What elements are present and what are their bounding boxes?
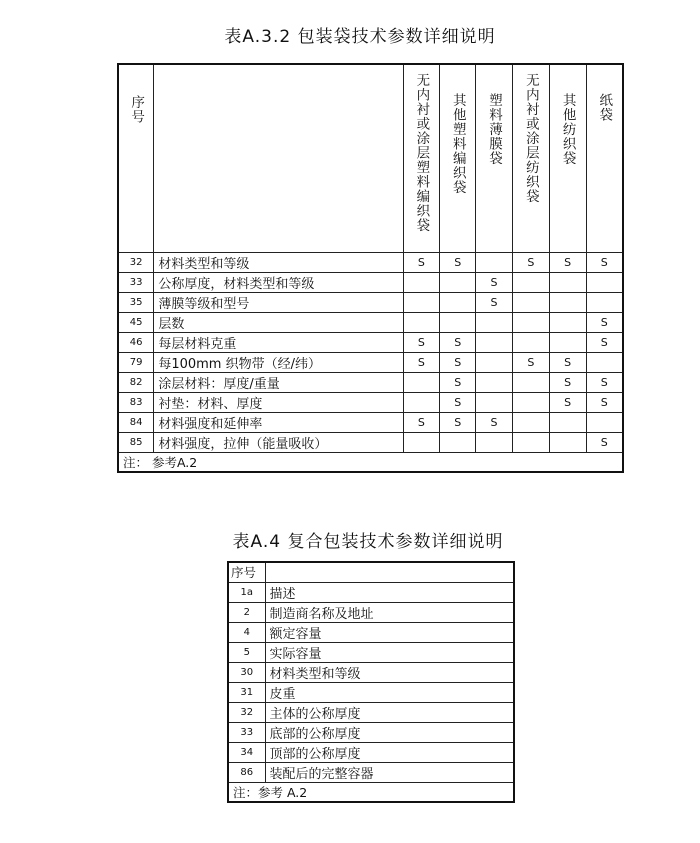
row-number: 1a	[228, 582, 265, 602]
row-description: 顶部的公称厚度	[265, 742, 514, 762]
applicability-mark	[512, 333, 549, 353]
table-row	[118, 353, 623, 373]
table-row	[228, 602, 514, 622]
applicability-mark: S	[403, 413, 440, 433]
applicability-mark	[586, 293, 623, 313]
applicability-mark: S	[586, 433, 623, 453]
applicability-mark	[512, 313, 549, 333]
table2-header-row	[228, 562, 514, 582]
table-row	[228, 762, 514, 782]
applicability-mark	[549, 273, 586, 293]
row-number: 45	[118, 313, 154, 333]
row-number: 4	[228, 622, 265, 642]
applicability-mark: S	[403, 333, 440, 353]
column-header-label: 其他塑料编织袋	[449, 93, 466, 195]
table-row	[118, 273, 623, 293]
table-row	[118, 393, 623, 413]
row-description: 公称厚度，材料类型和等级	[154, 273, 403, 293]
row-number: 79	[118, 353, 154, 373]
header-index-cell	[118, 64, 154, 253]
applicability-mark	[549, 333, 586, 353]
table-row	[118, 333, 623, 353]
row-description: 装配后的完整容器	[265, 762, 514, 782]
applicability-mark: S	[586, 333, 623, 353]
table1-note-row	[118, 453, 623, 473]
table-row	[118, 433, 623, 453]
applicability-mark	[440, 293, 476, 313]
column-header	[403, 64, 440, 253]
applicability-mark: S	[440, 373, 476, 393]
row-description: 材料强度和延伸率	[154, 413, 403, 433]
applicability-mark	[440, 273, 476, 293]
column-header	[586, 64, 623, 253]
row-number: 30	[228, 662, 265, 682]
row-number: 35	[118, 293, 154, 313]
table-row	[118, 313, 623, 333]
applicability-mark	[476, 353, 513, 373]
applicability-mark: S	[440, 393, 476, 413]
applicability-mark: S	[512, 353, 549, 373]
applicability-mark: S	[549, 353, 586, 373]
header-index: 序号	[128, 95, 145, 124]
row-description: 额定容量	[265, 622, 514, 642]
column-header-label: 塑料薄膜袋	[486, 93, 503, 166]
applicability-mark: S	[586, 393, 623, 413]
column-header	[512, 64, 549, 253]
table-row	[228, 702, 514, 722]
table1-title: 表A.3.2 包装袋技术参数详细说明	[224, 27, 496, 47]
applicability-mark	[403, 273, 440, 293]
column-header	[440, 64, 476, 253]
table-row	[228, 622, 514, 642]
table-row	[118, 373, 623, 393]
applicability-mark	[512, 433, 549, 453]
row-number: 46	[118, 333, 154, 353]
column-header-label: 无内衬或涂层纺织袋	[522, 73, 539, 204]
packaging-bag-parameters-table	[117, 63, 624, 473]
table-row	[118, 293, 623, 313]
applicability-mark	[586, 273, 623, 293]
applicability-mark: S	[549, 373, 586, 393]
row-number: 85	[118, 433, 154, 453]
applicability-mark	[512, 273, 549, 293]
table-row	[228, 682, 514, 702]
applicability-mark: S	[476, 413, 513, 433]
row-description: 薄膜等级和型号	[154, 293, 403, 313]
applicability-mark	[440, 313, 476, 333]
applicability-mark	[440, 433, 476, 453]
row-number: 2	[228, 602, 265, 622]
table2-note-row	[228, 782, 514, 802]
applicability-mark	[549, 293, 586, 313]
table1-header-row	[118, 64, 623, 253]
row-description: 皮重	[265, 682, 514, 702]
applicability-mark: S	[440, 353, 476, 373]
row-number: 5	[228, 642, 265, 662]
row-number: 86	[228, 762, 265, 782]
applicability-mark: S	[586, 253, 623, 273]
row-description: 层数	[154, 313, 403, 333]
row-description: 主体的公称厚度	[265, 702, 514, 722]
table2-title: 表A.4 复合包装技术参数详细说明	[232, 532, 504, 552]
applicability-mark	[403, 373, 440, 393]
table2-header-index: 序号	[228, 562, 265, 582]
row-description: 每100mm 织物带（经/纬）	[154, 353, 403, 373]
row-description: 底部的公称厚度	[265, 722, 514, 742]
row-description: 每层材料克重	[154, 333, 403, 353]
row-number: 33	[118, 273, 154, 293]
row-number: 32	[228, 702, 265, 722]
table2-note: 注：参考 A.2	[228, 782, 514, 802]
table-row	[228, 642, 514, 662]
column-header-label: 其他纺织袋	[559, 93, 576, 166]
column-header	[476, 64, 513, 253]
row-number: 31	[228, 682, 265, 702]
applicability-mark	[512, 413, 549, 433]
row-description: 涂层材料：厚度/重量	[154, 373, 403, 393]
applicability-mark	[403, 433, 440, 453]
applicability-mark	[403, 313, 440, 333]
row-description: 衬垫：材料、厚度	[154, 393, 403, 413]
applicability-mark	[586, 413, 623, 433]
table-row	[118, 413, 623, 433]
applicability-mark	[549, 413, 586, 433]
applicability-mark	[476, 333, 513, 353]
row-description: 材料类型和等级	[265, 662, 514, 682]
applicability-mark: S	[512, 253, 549, 273]
applicability-mark	[476, 393, 513, 413]
table-row	[228, 662, 514, 682]
applicability-mark	[476, 373, 513, 393]
applicability-mark: S	[476, 273, 513, 293]
applicability-mark: S	[586, 313, 623, 333]
applicability-mark	[403, 393, 440, 413]
row-description: 材料强度，拉伸（能量吸收）	[154, 433, 403, 453]
applicability-mark	[512, 293, 549, 313]
table-row	[228, 722, 514, 742]
header-description-cell	[154, 64, 403, 253]
applicability-mark: S	[549, 253, 586, 273]
applicability-mark: S	[403, 353, 440, 373]
applicability-mark	[512, 373, 549, 393]
row-description: 实际容量	[265, 642, 514, 662]
row-description: 材料类型和等级	[154, 253, 403, 273]
row-description: 制造商名称及地址	[265, 602, 514, 622]
applicability-mark	[586, 353, 623, 373]
row-number: 33	[228, 722, 265, 742]
applicability-mark: S	[403, 253, 440, 273]
column-header	[549, 64, 586, 253]
row-number: 84	[118, 413, 154, 433]
applicability-mark	[476, 433, 513, 453]
applicability-mark: S	[586, 373, 623, 393]
table-row	[118, 253, 623, 273]
applicability-mark: S	[440, 253, 476, 273]
composite-packaging-parameters-table	[227, 561, 515, 803]
row-number: 82	[118, 373, 154, 393]
applicability-mark: S	[440, 333, 476, 353]
table2-header-description	[265, 562, 514, 582]
applicability-mark: S	[549, 393, 586, 413]
applicability-mark	[512, 393, 549, 413]
applicability-mark	[403, 293, 440, 313]
table-row	[228, 582, 514, 602]
row-number: 32	[118, 253, 154, 273]
applicability-mark	[476, 313, 513, 333]
column-header-label: 纸袋	[596, 93, 613, 122]
applicability-mark	[549, 433, 586, 453]
row-description: 描述	[265, 582, 514, 602]
applicability-mark	[549, 313, 586, 333]
row-number: 34	[228, 742, 265, 762]
table1-note: 注： 参考A.2	[118, 453, 623, 473]
table-row	[228, 742, 514, 762]
applicability-mark: S	[476, 293, 513, 313]
applicability-mark: S	[440, 413, 476, 433]
column-header-label: 无内衬或涂层塑料编织袋	[413, 73, 430, 233]
applicability-mark	[476, 253, 513, 273]
row-number: 83	[118, 393, 154, 413]
